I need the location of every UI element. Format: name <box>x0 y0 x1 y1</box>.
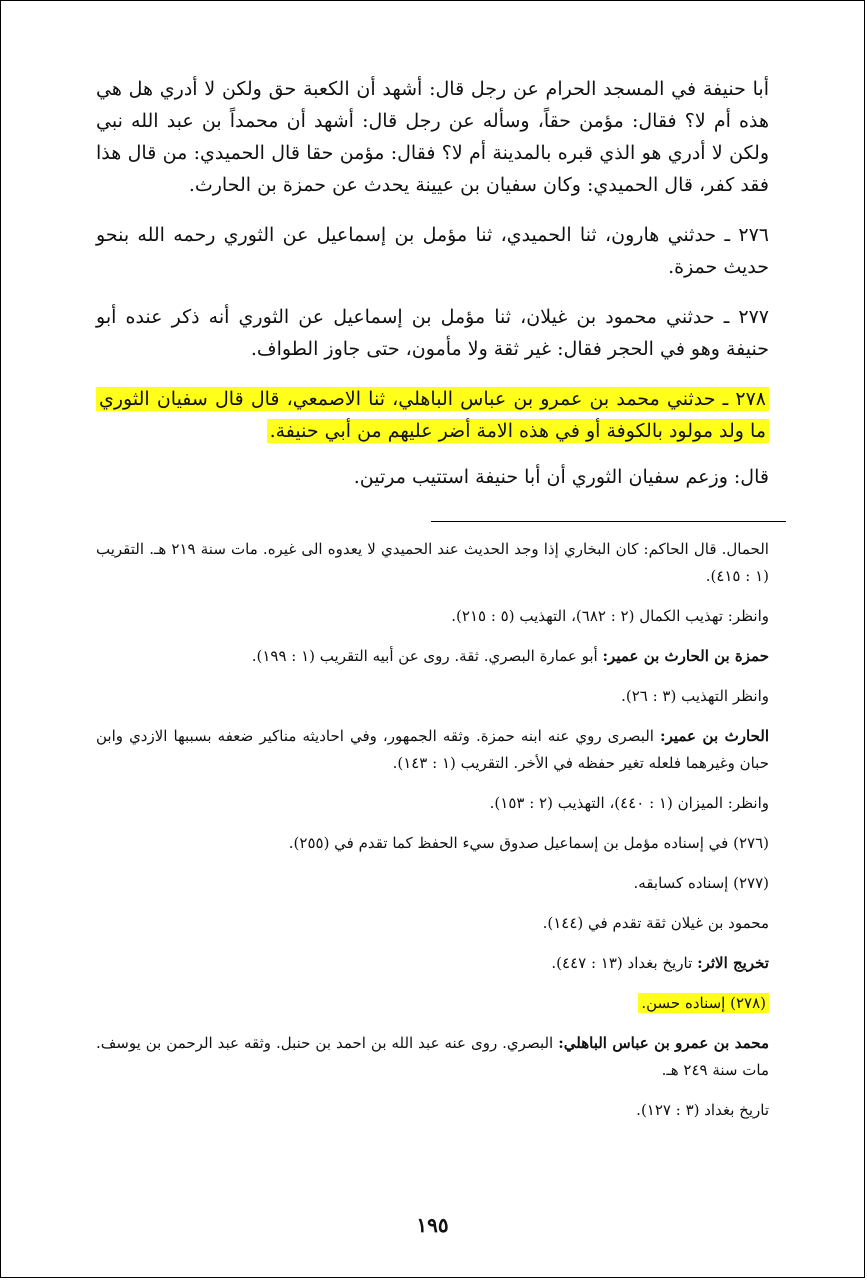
narrator-name: حمزة بن الحارث بن عمير: <box>602 647 769 665</box>
footnote: وانظر: الميزان (١ : ٤٤٠)، التهذيب (٢ : ١٥٣). <box>489 794 769 812</box>
footnote <box>96 723 769 777</box>
footnote-divider <box>431 521 786 522</box>
footnote: (٢٧٦) في إسناده مؤمل بن إسماعيل صدوق سيء الحفظ كما تقدم في (٢٥٥). <box>288 834 769 852</box>
footnote-text: البصري. روى عنه عبد الله بن احمد بن حنبل. وثقه عبد الرحمن بن يوسف. مات سنة ٢٤٩ هـ. <box>96 1034 769 1079</box>
footnote: وانظر: تهذيب الكمال (٢ : ٦٨٢)، التهذيب (٥ : ٢١٥). <box>451 607 769 625</box>
highlighted-footnote-278: (٢٧٨) إسناده حسن. <box>638 993 769 1013</box>
hadith-276: ٢٧٦ ـ حدثني هارون، ثنا الحميدي، ثنا مؤمل بن إسماعيل عن الثوري رحمه الله بنحو حديث حمزة. <box>96 224 769 278</box>
narrator-name: محمد بن عمرو بن عباس الباهلي: <box>558 1034 769 1052</box>
takhrij-label: تخريج الاثر: <box>697 954 769 972</box>
footnote: (٢٧٧) إسناده كسابقه. <box>633 874 769 892</box>
paragraph-continuation: أبا حنيفة في المسجد الحرام عن رجل قال: أشهد أن الكعبة حق ولكن لا أدري هل هي هذه أم لا؟ فقال: مؤمن حقاً، وسأله عن رجل قال: أشهد أن محمداً بن عبد الله نبي ولكن لا أدري هو الذي قبره بالمدينة أم لا؟ فقال: مؤمن حقا قال الحميدي: من قال هذا فقد كفر، قال الحميدي: وكان سفيان بن عيينة يحدث عن حمزة بن الحارث. <box>96 78 769 196</box>
footnote: الحمال. قال الحاكم: كان البخاري إذا وجد الحديث عند الحميدي لا يعدوه الى غيره. مات سنة ٢١٩ هـ. التقريب (١ : ٤١٥). <box>96 540 769 585</box>
footnote <box>96 1030 769 1084</box>
footnote <box>96 990 769 1017</box>
footnotes <box>96 536 769 1137</box>
page-number: ١٩٥ <box>416 1213 449 1237</box>
footnote <box>96 643 769 670</box>
footnote: محمود بن غيلان ثقة تقدم في (١٤٤). <box>542 914 769 932</box>
hadith-277: ٢٧٧ ـ حدثني محمود بن غيلان، ثنا مؤمل بن إسماعيل عن الثوري أنه ذكر عنده أبو حنيفة وهو في الحجر فقال: غير ثقة ولا مأمون، حتى جاوز الطواف. <box>96 306 769 360</box>
footnote-text: تاريخ بغداد (١٣ : ٤٤٧). <box>551 954 693 972</box>
footnote <box>96 950 769 977</box>
hadith-278-continuation: قال: وزعم سفيان الثوري أن أبا حنيفة استتيب مرتين. <box>353 466 769 488</box>
hadith-278 <box>96 383 769 447</box>
footnote: تاريخ بغداد (٣ : ١٢٧). <box>636 1101 769 1119</box>
footnote-text: أبو عمارة البصري. ثقة. روى عن أبيه التقريب (١ : ١٩٩). <box>251 647 598 665</box>
highlighted-hadith-278: ٢٧٨ ـ حدثني محمد بن عمرو بن عباس الباهلي، ثنا الاصمعي، قال قال سفيان الثوري ما ولد مولود بالكوفة أو في هذه الامة أضر عليهم من أبي حنيفة. <box>96 387 769 443</box>
main-text <box>96 73 769 511</box>
footnote: وانظر التهذيب (٣ : ٢٦). <box>621 687 769 705</box>
footnote-text: البصرى روي عنه ابنه حمزة. وثقه الجمهور، وفي احاديثه مناكير ضعفه بسببها الازدي وابن حبان وغيرهما فلعله تغير حفظه في الأخر. التقريب (١ : ١٤٣). <box>96 727 769 772</box>
narrator-name: الحارث بن عمير: <box>660 727 769 745</box>
